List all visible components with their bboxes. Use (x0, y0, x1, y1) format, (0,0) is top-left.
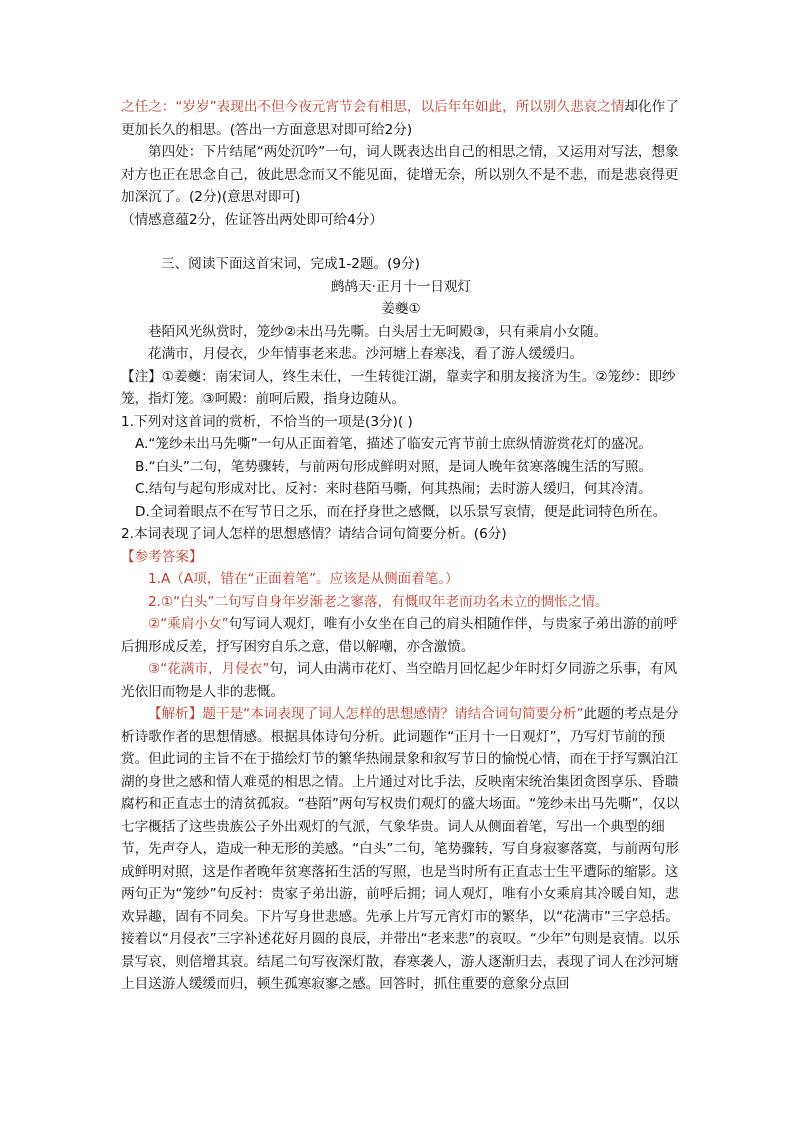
analysis-head: 【解析】 (148, 706, 203, 722)
poem-line-1: 巷陌风光纵赏时，笼纱②未出马先嘶。白头居士无呵殿③，只有乘肩小女随。 (148, 323, 608, 340)
question-1: 1.下列对这首词的赏析，不恰当的一项是(3分)( ) (121, 413, 413, 430)
document-body (121, 96, 681, 996)
answer-2: 2.①“白头”二句写自身年岁渐老之寥落，有慨叹年老而功名未立的惆怅之情。 (148, 593, 609, 610)
poem-notes: 【注】①姜夔：南宋词人，终生未仕，一生转徙江湖，靠卖字和朋友接济为生。②笼纱：即纱笼，指灯笼。③呵殿：前呵后殿，指身边随从。 (121, 368, 676, 407)
answer-1: 1.A（A项，错在“正面着笔”。应该是从侧面着笔。） (148, 571, 459, 587)
text: 句写词人观灯，唯有小女坐在自己的肩头相随作伴，与贵家子弟出游的前呼后拥形成反差，抒写困穷自乐之意，借以解嘲，亦含激愤。 (121, 616, 678, 655)
red-text: 之任之：“岁岁”表现出不但今夜元宵节会有相思，以后年年如此，所以别久悲哀之情 (121, 99, 625, 115)
red-text: ③“花满市，月侵衣” (148, 661, 270, 677)
answer-2-part-3 (121, 658, 681, 703)
answer-heading: 【参考答案】 (121, 548, 203, 565)
scoring-note: （情感意蕴2分，佐证答出两处即可给4分） (121, 211, 383, 228)
option-c: C.结句与起句形成对比、反衬：来时巷陌马嘶，何其热闹；去时游人缓归，何其冷清。 (135, 481, 652, 497)
option-b: B.“白头”二句，笔势骤转，与前两句形成鲜明对照，是词人晚年贫寒落魄生活的写照。 (135, 458, 653, 475)
poem-line-2: 花满市，月侵衣，少年情事老来悲。沙河塘上春寒浅，看了游人缓缓归。 (148, 346, 583, 362)
text: 句，词人由满市花灯、当空皓月回忆起少年时灯夕同游之乐事，有风光依旧而物是人非的悲慨。 (121, 661, 678, 700)
answer-continuation (121, 96, 681, 141)
text: 却化作了更加长久的相思。(答出一方面意思对即可给2分) (121, 99, 679, 138)
analysis-paragraph (121, 703, 681, 996)
analysis-question: 题干是“本词表现了词人怎样的思想感情？请结合词句简要分析” (202, 706, 584, 722)
poem-title: 鹧鸪天·正月十一日观灯 (330, 278, 472, 295)
poem-author: 姜夔① (381, 301, 421, 317)
section-three-heading: 三、阅读下面这首宋词，完成1-2题。(9分) (161, 256, 420, 272)
point-four-paragraph: 第四处：下片结尾“两处沉吟”一句，词人既表达出自己的相思之情，又运用对写法，想象对方也正在思念自己，彼此思念而又不能见面，徒增无奈，所以别久不是不悲，而是悲哀得更加深沉了。(2分)(意思对即可) (121, 144, 679, 205)
option-a: A.“笼纱未出马先嘶”一句从正面着笔，描述了临安元宵节前士庶纵情游赏花灯的盛况。 (135, 436, 652, 452)
red-text: ②“乘肩小女” (148, 616, 229, 632)
analysis-body: 此题的考点是分析诗歌作者的思想情感。根据具体诗句分析。此词题作“正月十一日观灯”，乃写灯节前的预赏。但此词的主旨不在于描绘灯节的繁华热闹景象和叙写节日的愉悦心情，而在于抒写飘泊江湖的身世之感和情人难觅的相思之情。上片通过对比手法，反映南宋统治集团贪图享乐、昏聩腐朽和正直志士的清贫孤寂。“巷陌”两句写权贵们观灯的盛大场面。“笼纱未出马先嘶”，仅以七字概括了这些贵族公子外出观灯的气派，气象华贵。词人从侧面着笔，写出一个典型的细节，先声夺人，造成一种无形的美感。“白头”二句，笔势骤转，写自身寂寥落寞，与前两句形成鲜明对照，这是作者晚年贫寒落拓生活的写照，也是当时所有正直志士生平遭际的缩影。这两句正为“笼纱”句反衬：贵家子弟出游，前呼后拥；词人观灯，唯有小女乘肩其冷暖自知，悲欢异趣，固有不同矣。下片写身世悲感。先承上片写元宵灯市的繁华，以“花满市”三字总括。接着以“月侵衣”三字补述花好月圆的良辰，并带出“老来悲”的哀叹。“少年”句则是哀情。以乐景写哀，则倍增其哀。结尾二句写夜深灯散，春寒袭人，游人逐渐归去，表现了词人在沙河塘上目送游人缓缓而归，顿生孤寒寂寥之感。回答时，抓住重要的意象分点回 (121, 706, 680, 992)
option-d: D.全词着眼点不在写节日之乐，而在抒身世之感慨，以乐景写哀情，便是此词特色所在。 (135, 503, 667, 520)
question-2: 2.本词表现了词人怎样的思想感情？请结合词句简要分析。(6分) (121, 526, 507, 542)
answer-2-part-2 (121, 613, 681, 658)
